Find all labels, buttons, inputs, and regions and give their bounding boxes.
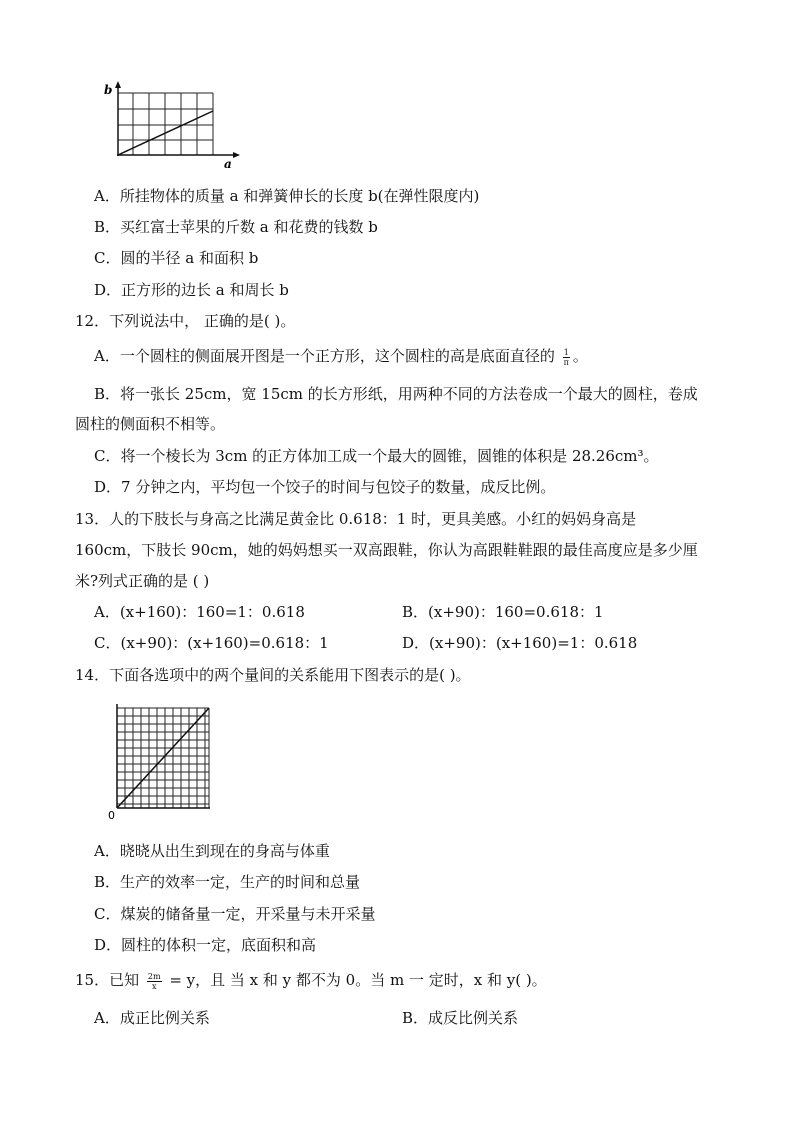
q12-fraction: [563, 348, 570, 367]
q12-option-a-end: 。: [572, 347, 588, 365]
q12-fraction-num: 1: [563, 347, 569, 357]
graph-1-y-label: b: [104, 83, 113, 97]
graph-2-origin-label: 0: [108, 809, 115, 822]
q15-stem: [75, 970, 547, 991]
graph-1-x-label: a: [224, 157, 232, 170]
q13-option-a: A．(x+160)：160=1：0.618: [94, 603, 305, 621]
q13-stem-line3: 米?列式正确的是 ( ): [75, 572, 210, 590]
graph-2: [104, 700, 222, 822]
q13-option-d: D．(x+90)：(x+160)=1：0.618: [402, 634, 638, 652]
q12-option-b-line2: 圆柱的侧面积不相等。: [75, 415, 226, 433]
q12-option-d: D．7 分钟之内，平均包一个饺子的时间与包饺子的数量，成反比例。: [94, 478, 556, 496]
q11-option-b: B．买红富士苹果的斤数 a 和花费的钱数 b: [94, 218, 378, 236]
graph-1-x-arrow: [233, 152, 240, 158]
q12-option-a-text: A．一个圆柱的侧面展开图是一个正方形，这个圆柱的高是底面直径的: [94, 347, 560, 365]
q11-option-a: A．所挂物体的质量 a 和弹簧伸长的长度 b(在弹性限度内): [94, 187, 480, 205]
q11-option-d: D．正方形的边长 a 和周长 b: [94, 281, 289, 299]
q14-option-a: A．晓晓从出生到现在的身高与体重: [94, 842, 330, 860]
q12-option-a: [94, 346, 588, 367]
graph-2-line: [117, 708, 209, 808]
q15-fraction-den: x: [151, 981, 157, 991]
graph-1-y-arrow: [115, 81, 121, 88]
q15-option-b: B．成反比例关系: [402, 1009, 519, 1027]
q12-stem: 12．下列说法中， 正确的是( )。: [75, 312, 296, 330]
q15-option-a: A．成正比例关系: [94, 1009, 210, 1027]
q13-option-c: C．(x+90)：(x+160)=0.618：1: [94, 634, 329, 652]
q14-option-b: B．生产的效率一定，生产的时间和总量: [94, 873, 361, 891]
graph-1-grid: [118, 93, 213, 155]
graph-1: [96, 78, 246, 170]
q15-fraction: [147, 972, 162, 991]
q12-option-c: C．将一个棱长为 3cm 的正方体加工成一个最大的圆锥，圆锥的体积是 28.26cm³。: [94, 447, 659, 465]
q15-stem-end: = y，且 当 x 和 y 都不为 0。当 m 一 定时，x 和 y( )。: [164, 971, 547, 989]
q15-stem-start: 15．已知: [75, 971, 144, 989]
q14-option-c: C．煤炭的储备量一定，开采量与未开采量: [94, 905, 376, 923]
q15-fraction-num: 2m: [147, 971, 161, 981]
q14-option-d: D．圆柱的体积一定，底面积和高: [94, 936, 317, 954]
q14-stem: 14．下面各选项中的两个量间的关系能用下图表示的是( )。: [75, 666, 471, 684]
q13-stem-line1: 13．人的下肢长与身高之比满足黄金比 0.618：1 时，更具美感。小红的妈妈身高是: [75, 510, 637, 528]
q13-stem-line2: 160cm，下肢长 90cm，她的妈妈想买一双高跟鞋，你认为高跟鞋鞋跟的最佳高度应是多少厘: [75, 541, 698, 559]
q13-option-b: B．(x+90)：160=0.618：1: [402, 603, 604, 621]
q12-fraction-den: π: [563, 357, 569, 367]
q11-option-c: C．圆的半径 a 和面积 b: [94, 249, 259, 267]
q12-option-b-line1: B．将一张长 25cm，宽 15cm 的长方形纸，用两种不同的方法卷成一个最大的圆柱，卷成: [94, 385, 698, 403]
